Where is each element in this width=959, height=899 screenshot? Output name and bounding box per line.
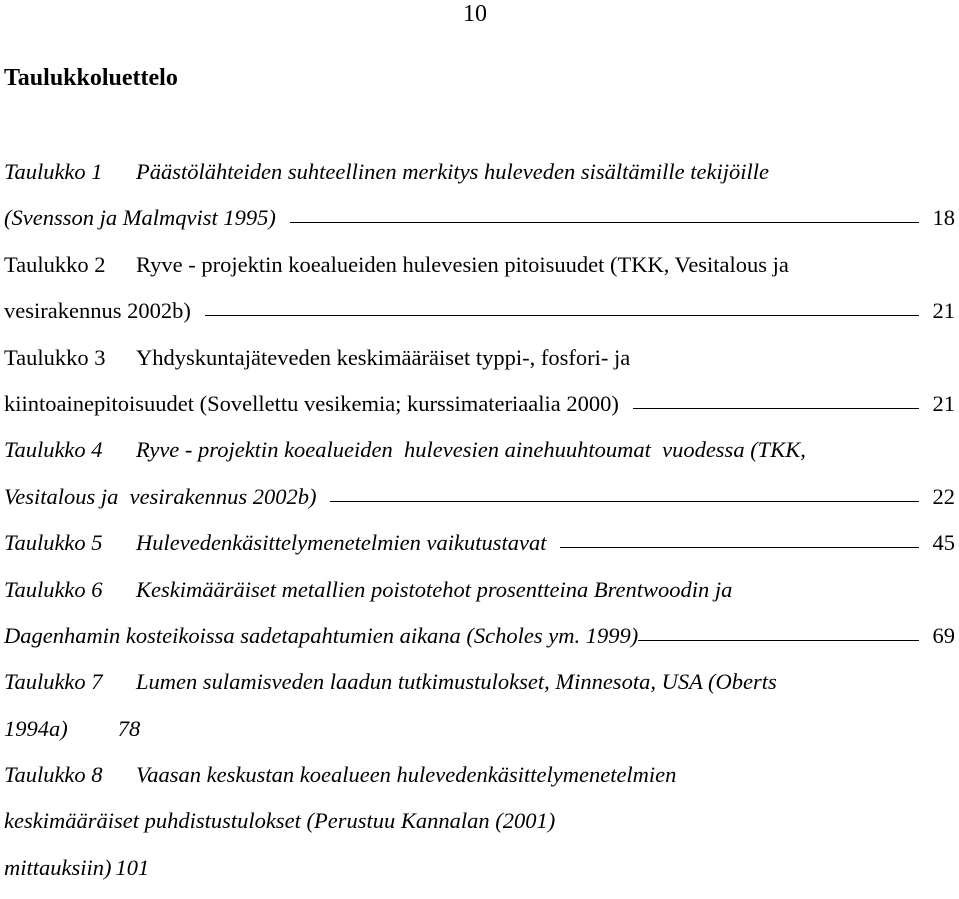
toc-entry-label: Taulukko 7 xyxy=(4,669,103,695)
toc-entry-title: Ryve - projektin koealueiden hulevesien ainehuuhtoumat vuodessa (TKK, xyxy=(136,437,806,463)
toc-entry-3-line-2 xyxy=(4,389,955,435)
dot-leader xyxy=(205,296,919,316)
toc-entry-label: Taulukko 3 xyxy=(4,344,106,370)
toc-entry-label: Taulukko 8 xyxy=(4,762,103,788)
dot-leader xyxy=(633,389,919,409)
toc-entry-page: 69 xyxy=(932,622,955,648)
table-list-heading: Taulukkoluettelo xyxy=(4,65,178,91)
toc-entry-title-continued: Vesitalous ja vesirakennus 2002b) xyxy=(4,483,317,509)
toc-entry-page: 22 xyxy=(932,483,955,509)
toc-entry-7-line-1 xyxy=(4,667,955,713)
toc-entry-title-continued: (Svensson ja Malmqvist 1995) xyxy=(4,205,276,231)
toc-entry-5-line-1 xyxy=(4,528,955,574)
toc-entry-title: Päästölähteiden suhteellinen merkitys huleveden sisältämille tekijöille xyxy=(136,159,769,184)
dot-leader xyxy=(638,621,918,641)
toc-entry-page: 18 xyxy=(932,205,955,231)
toc-entry-1-line-2 xyxy=(4,203,955,249)
page-number: 10 xyxy=(463,1,487,27)
toc-entry-title: Vaasan keskustan koealueen hulevedenkäsittelymenetelmien xyxy=(136,762,677,788)
toc-entry-2-line-2 xyxy=(4,296,955,342)
toc-entry-page: 21 xyxy=(932,390,955,416)
toc-entry-page: 21 xyxy=(932,298,955,324)
table-of-tables xyxy=(4,157,955,899)
toc-entry-label: Taulukko 6 xyxy=(4,576,103,602)
toc-entry-7-line-2 xyxy=(4,714,955,760)
dot-leader xyxy=(330,482,918,502)
toc-entry-4-line-1 xyxy=(4,435,955,481)
toc-entry-8-line-3 xyxy=(4,853,955,899)
toc-entry-page: 78 xyxy=(117,715,141,741)
toc-entry-8-line-1 xyxy=(4,760,955,806)
toc-entry-6-line-1 xyxy=(4,575,955,621)
toc-entry-label: Taulukko 4 xyxy=(4,437,103,463)
toc-entry-3-line-1 xyxy=(4,343,955,389)
toc-entry-title-continued: mittauksiin) xyxy=(4,854,112,880)
dot-leader xyxy=(290,203,919,223)
toc-entry-title-continued: kiintoainepitoisuudet (Sovellettu vesikemia; kurssimateriaalia 2000) xyxy=(4,390,619,416)
toc-entry-title: Ryve - projektin koealueiden hulevesien pitoisuudet (TKK, Vesitalous ja xyxy=(136,251,789,277)
toc-entry-page: 101 xyxy=(115,854,150,880)
dot-leader xyxy=(560,528,918,548)
toc-entry-label: Taulukko 5 xyxy=(4,530,103,556)
toc-entry-2-line-1 xyxy=(4,250,955,296)
toc-entry-page: 45 xyxy=(932,530,955,556)
toc-entry-title-continued: Dagenhamin kosteikoissa sadetapahtumien aikana (Scholes ym. 1999) xyxy=(4,622,639,648)
toc-entry-label: Taulukko 1 xyxy=(4,159,103,184)
toc-entry-1-line-1 xyxy=(4,157,955,203)
toc-entry-4-line-2 xyxy=(4,482,955,528)
toc-entry-8-line-2 xyxy=(4,806,955,852)
toc-entry-title: Keskimääräiset metallien poistotehot prosentteina Brentwoodin ja xyxy=(136,576,733,602)
toc-entry-title: Yhdyskuntajäteveden keskimääräiset typpi-, fosfori- ja xyxy=(136,344,631,370)
toc-entry-title-continued: keskimääräiset puhdistustulokset (Perustuu Kannalan (2001) xyxy=(4,808,556,834)
toc-entry-title: Hulevedenkäsittelymenetelmien vaikutustavat xyxy=(136,530,547,556)
toc-entry-title: Lumen sulamisveden laadun tutkimustulokset, Minnesota, USA (Oberts xyxy=(136,669,777,695)
toc-entry-label: Taulukko 2 xyxy=(4,251,106,277)
toc-entry-6-line-2 xyxy=(4,621,955,667)
toc-entry-title-continued: vesirakennus 2002b) xyxy=(4,298,191,324)
toc-entry-title-continued: 1994a) xyxy=(4,715,68,741)
